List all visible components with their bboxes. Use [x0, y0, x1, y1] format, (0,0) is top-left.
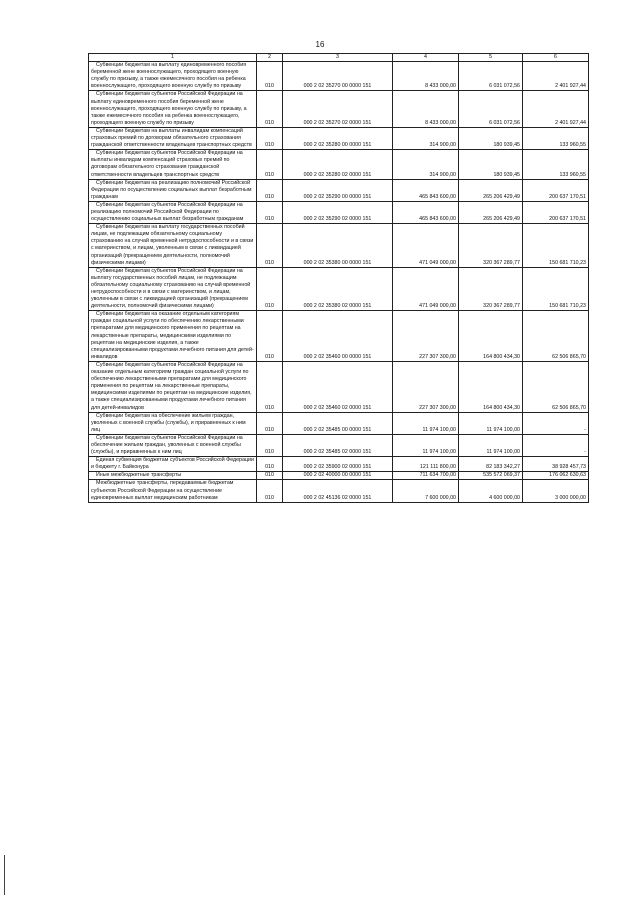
- approved-amount-cell: 121 111 800,00: [393, 457, 459, 472]
- budget-execution-table: [88, 53, 589, 503]
- table-row: [89, 361, 589, 412]
- unexecuted-amount-cell: 62 506 865,70: [523, 311, 589, 362]
- approved-amount-cell: 471 049 000,00: [393, 267, 459, 311]
- executed-amount-cell: 265 206 429,49: [459, 179, 523, 201]
- unexecuted-amount-cell: 3 000 000,00: [523, 480, 589, 502]
- line-code-cell: 010: [257, 480, 283, 502]
- indicator-name-cell: [89, 201, 257, 223]
- indicator-name-text: Иные межбюджетные трансферты: [96, 472, 182, 479]
- line-code-cell: 010: [257, 91, 283, 127]
- approved-amount-cell: 8 433 000,00: [393, 91, 459, 127]
- executed-amount-cell: 164 800 434,30: [459, 311, 523, 362]
- indicator-name-cell: [89, 91, 257, 127]
- indicator-name-text: Субвенции бюджетам субъектов Российской Федерации на реализацию полномочий Российской Федерации по осуществлению социальных выплат безработным гражданам: [91, 201, 244, 223]
- indicator-name-cell: [89, 150, 257, 179]
- budget-classification-code-cell: 000 2 02 35280 00 0000 151: [283, 127, 393, 149]
- executed-amount-cell: 320 367 289,77: [459, 224, 523, 268]
- budget-classification-code-cell: 000 2 02 35290 02 0000 151: [283, 201, 393, 223]
- unexecuted-amount-cell: 150 681 710,23: [523, 267, 589, 311]
- indicator-name-text: Субвенции бюджетам на обеспечение жильем граждан, уволенных с военной службы (службы), и приравненных к ним лиц: [91, 412, 246, 433]
- budget-classification-code-cell: 000 2 02 35485 02 0000 151: [283, 434, 393, 456]
- line-code-cell: 010: [257, 127, 283, 149]
- indicator-name-text: Субвенции бюджетам субъектов Российской Федерации на выплаты инвалидам компенсаций страховых премий по договорам обязательного страхования гражданской ответственности владельцев транспортных средств: [91, 150, 243, 178]
- unexecuted-amount-cell: 200 637 170,51: [523, 179, 589, 201]
- budget-classification-code-cell: 000 2 02 35460 02 0000 151: [283, 361, 393, 412]
- executed-amount-cell: 6 031 072,56: [459, 62, 523, 91]
- approved-amount-cell: 465 843 600,00: [393, 179, 459, 201]
- unexecuted-amount-cell: 38 928 457,73: [523, 457, 589, 472]
- budget-classification-code-cell: 000 2 02 45136 02 0000 151: [283, 480, 393, 502]
- column-number-row: [89, 54, 589, 62]
- table-row: [89, 457, 589, 472]
- line-code-cell: 010: [257, 311, 283, 362]
- indicator-name-text: Единая субвенция бюджетам субъектов Российской Федерации и бюджету г. Байконура: [91, 457, 254, 471]
- approved-amount-cell: 227 307 300,00: [393, 311, 459, 362]
- indicator-name-cell: [89, 457, 257, 472]
- table-row: [89, 472, 589, 480]
- indicator-name-text: Субвенции бюджетам на реализацию полномочий Российской Федерации по осуществлению социальных выплат безработным гражданам: [91, 179, 252, 200]
- unexecuted-amount-cell: 2 401 927,44: [523, 62, 589, 91]
- approved-amount-cell: 711 634 700,00: [393, 472, 459, 480]
- approved-amount-cell: 8 433 000,00: [393, 62, 459, 91]
- indicator-name-text: Субвенции бюджетам на выплату единовременного пособия беременной жене военнослужащего, проходящего военную службу по призыву, а также ежемесячного пособия на ребенка военнослужащего, проходящего военную службу по призыву: [91, 62, 247, 90]
- budget-classification-code-cell: 000 2 02 35270 02 0000 151: [283, 91, 393, 127]
- line-code-cell: 010: [257, 361, 283, 412]
- indicator-name-cell: [89, 361, 257, 412]
- executed-amount-cell: 6 031 072,56: [459, 91, 523, 127]
- executed-amount-cell: 11 974 100,00: [459, 434, 523, 456]
- table-row: [89, 267, 589, 311]
- column-header: 2: [257, 54, 283, 62]
- approved-amount-cell: 465 843 600,00: [393, 201, 459, 223]
- indicator-name-cell: [89, 62, 257, 91]
- line-code-cell: 010: [257, 412, 283, 434]
- line-code-cell: 010: [257, 267, 283, 311]
- table-row: [89, 412, 589, 434]
- approved-amount-cell: 471 049 000,00: [393, 224, 459, 268]
- column-header: 4: [393, 54, 459, 62]
- table-row: [89, 127, 589, 149]
- indicator-name-text: Субвенции бюджетам на оказание отдельным категориям граждан социальной услуги по обеспечению лекарственными препаратами для медицинского применения по рецептам на лекарственные препараты, медицинскими изделиями по рецептам на медицинские изделия, а также специализированными продуктами лечебного питания для детей-инвалидов: [91, 311, 254, 360]
- executed-amount-cell: 265 206 429,49: [459, 201, 523, 223]
- line-code-cell: 010: [257, 201, 283, 223]
- indicator-name-cell: [89, 311, 257, 362]
- unexecuted-amount-cell: -: [523, 412, 589, 434]
- indicator-name-cell: [89, 472, 257, 480]
- line-code-cell: 010: [257, 434, 283, 456]
- indicator-name-text: Субвенции бюджетам субъектов Российской Федерации на обеспечение жильем граждан, уволенных с военной службы (службы), и приравненных к ним лиц: [91, 434, 243, 456]
- budget-classification-code-cell: 000 2 02 35280 02 0000 151: [283, 150, 393, 179]
- approved-amount-cell: 314 900,00: [393, 127, 459, 149]
- table-row: [89, 434, 589, 456]
- unexecuted-amount-cell: 62 506 865,70: [523, 361, 589, 412]
- budget-classification-code-cell: 000 2 02 35900 02 0000 151: [283, 457, 393, 472]
- budget-classification-code-cell: 000 2 02 35270 00 0000 151: [283, 62, 393, 91]
- unexecuted-amount-cell: 200 637 170,51: [523, 201, 589, 223]
- line-code-cell: 010: [257, 472, 283, 480]
- executed-amount-cell: 180 939,45: [459, 127, 523, 149]
- table-row: [89, 179, 589, 201]
- executed-amount-cell: 82 183 342,27: [459, 457, 523, 472]
- budget-classification-code-cell: 000 2 02 40000 00 0000 151: [283, 472, 393, 480]
- indicator-name-cell: [89, 434, 257, 456]
- executed-amount-cell: 4 600 000,00: [459, 480, 523, 502]
- table-row: [89, 91, 589, 127]
- unexecuted-amount-cell: 133 960,55: [523, 127, 589, 149]
- column-header: 3: [283, 54, 393, 62]
- executed-amount-cell: 535 572 069,37: [459, 472, 523, 480]
- indicator-name-cell: [89, 224, 257, 268]
- column-header: 6: [523, 54, 589, 62]
- indicator-name-text: Субвенции бюджетам на выплату государственных пособий лицам, не подлежащим обязательному социальному страхованию на случай временной нетрудоспособности и в связи с материнством, и лицам, уволенным в связи с ликвидацией организаций (прекращением деятельности, полномочий физическими лицами): [91, 224, 254, 266]
- budget-classification-code-cell: 000 2 02 35380 00 0000 151: [283, 224, 393, 268]
- budget-classification-code-cell: 000 2 02 35460 00 0000 151: [283, 311, 393, 362]
- approved-amount-cell: 314 900,00: [393, 150, 459, 179]
- executed-amount-cell: 180 939,45: [459, 150, 523, 179]
- indicator-name-text: Субвенции бюджетам субъектов Российской Федерации на оказание отдельным категориям граждан социальной услуги по обеспечению лекарственными препаратами для медицинского применения по рецептам на лекарственные препараты, медицинскими изделиями по рецептам на медицинские изделия, а также специализированными продуктами лечебного питания для детей-инвалидов: [91, 361, 252, 411]
- table-row: [89, 150, 589, 179]
- budget-classification-code-cell: 000 2 02 35290 00 0000 151: [283, 179, 393, 201]
- executed-amount-cell: 11 974 100,00: [459, 412, 523, 434]
- indicator-name-text: Субвенции бюджетам субъектов Российской Федерации на выплату единовременного пособия беременной жене военнослужащего, проходящего военную службу по призыву, а также ежемесячного пособия на ребенка военнослужащего, проходящего военную службу по призыву: [91, 91, 247, 126]
- column-header: 1: [89, 54, 257, 62]
- table-row: [89, 480, 589, 502]
- margin-mark: [4, 855, 5, 895]
- indicator-name-cell: [89, 267, 257, 311]
- approved-amount-cell: 7 600 000,00: [393, 480, 459, 502]
- executed-amount-cell: 164 800 434,30: [459, 361, 523, 412]
- indicator-name-cell: [89, 127, 257, 149]
- indicator-name-text: Субвенции бюджетам на выплаты инвалидам компенсаций страховых премий по договорам обязательного страхования гражданской ответственности владельцев транспортных средств: [91, 127, 252, 149]
- line-code-cell: 010: [257, 62, 283, 91]
- indicator-name-cell: [89, 412, 257, 434]
- line-code-cell: 010: [257, 179, 283, 201]
- table-row: [89, 311, 589, 362]
- executed-amount-cell: 320 367 289,77: [459, 267, 523, 311]
- unexecuted-amount-cell: -: [523, 434, 589, 456]
- table-row: [89, 224, 589, 268]
- table-row: [89, 201, 589, 223]
- indicator-name-text: Субвенции бюджетам субъектов Российской Федерации на выплату государственных пособий лицам, не подлежащим обязательному социальному страхованию на случай временной нетрудоспособности и в связи с материнством, и лицам, уволенным в связи с ликвидацией организаций (прекращением деятельности, полномочий физическими лицами): [91, 267, 251, 310]
- table-row: [89, 62, 589, 91]
- approved-amount-cell: 11 974 100,00: [393, 412, 459, 434]
- line-code-cell: 010: [257, 150, 283, 179]
- indicator-name-cell: [89, 480, 257, 502]
- line-code-cell: 010: [257, 457, 283, 472]
- page-number: 16: [315, 40, 325, 49]
- indicator-name-cell: [89, 179, 257, 201]
- budget-classification-code-cell: 000 2 02 35485 00 0000 151: [283, 412, 393, 434]
- unexecuted-amount-cell: 176 062 630,63: [523, 472, 589, 480]
- approved-amount-cell: 11 974 100,00: [393, 434, 459, 456]
- unexecuted-amount-cell: 2 401 927,44: [523, 91, 589, 127]
- approved-amount-cell: 227 307 300,00: [393, 361, 459, 412]
- unexecuted-amount-cell: 150 681 710,23: [523, 224, 589, 268]
- budget-classification-code-cell: 000 2 02 35380 02 0000 151: [283, 267, 393, 311]
- line-code-cell: 010: [257, 224, 283, 268]
- unexecuted-amount-cell: 133 960,55: [523, 150, 589, 179]
- indicator-name-text: Межбюджетные трансферты, передаваемые бюджетам субъектов Российской Федерации на осуществление единовременных выплат медицинским работникам: [91, 480, 234, 501]
- column-header: 5: [459, 54, 523, 62]
